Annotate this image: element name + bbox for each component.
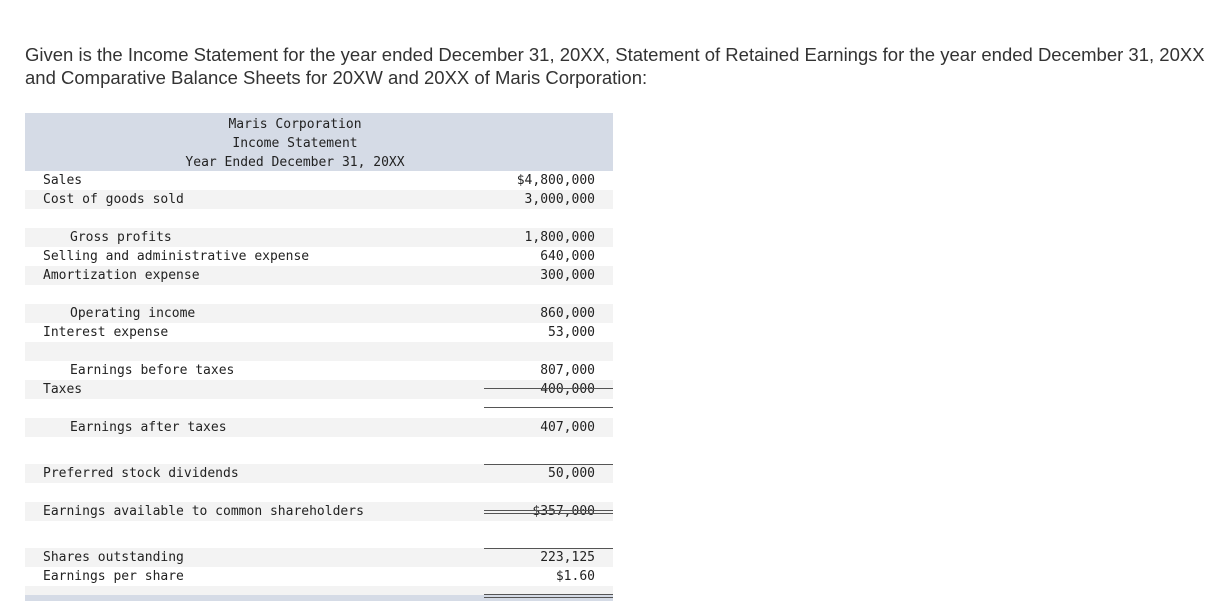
subtotal-rule xyxy=(484,464,613,465)
company-name: Maris Corporation xyxy=(228,117,362,132)
row-amount: 50,000 xyxy=(548,466,595,481)
row-sales xyxy=(25,171,613,190)
subtotal-rule xyxy=(484,388,613,389)
row-label: Shares outstanding xyxy=(43,550,184,565)
row-amount: $4,800,000 xyxy=(516,173,595,188)
row-earnings-common xyxy=(25,502,613,521)
statement-title: Income Statement xyxy=(232,136,358,151)
double-rule-bottom xyxy=(484,513,613,514)
double-rule-top xyxy=(484,594,613,595)
row-amount: 640,000 xyxy=(540,249,595,264)
row-eps xyxy=(25,567,613,586)
row-amount: $1.60 xyxy=(555,569,595,584)
row-label: Amortization expense xyxy=(43,268,200,283)
statement-period: Year Ended December 31, 20XX xyxy=(185,155,405,170)
row-spacer xyxy=(25,399,613,418)
row-amount: 3,000,000 xyxy=(524,192,595,207)
row-label: Earnings after taxes xyxy=(70,420,227,435)
double-rule-bottom xyxy=(484,597,613,598)
row-label: Taxes xyxy=(43,382,83,397)
row-operating-income xyxy=(25,304,613,323)
row-amount: 860,000 xyxy=(540,306,595,321)
row-amount: 1,800,000 xyxy=(524,230,595,245)
row-amount: 400,000 xyxy=(540,382,595,397)
double-rule-top xyxy=(484,510,613,511)
row-spacer xyxy=(25,521,613,548)
statement-header xyxy=(25,113,613,171)
row-spacer xyxy=(25,342,613,361)
row-label: Operating income xyxy=(70,306,196,321)
row-amount: 223,125 xyxy=(540,550,595,565)
row-label: Earnings per share xyxy=(43,569,184,584)
row-preferred-dividends xyxy=(25,464,613,483)
row-gross-profits xyxy=(25,228,613,247)
subtotal-rule xyxy=(484,548,613,549)
row-eat xyxy=(25,418,613,437)
row-label: Interest expense xyxy=(43,325,169,340)
row-shares-outstanding xyxy=(25,548,613,567)
row-spacer xyxy=(25,209,613,228)
row-spacer xyxy=(25,285,613,304)
row-amount: $357,000 xyxy=(532,504,595,519)
row-amount: 407,000 xyxy=(540,420,595,435)
row-label: Selling and administrative expense xyxy=(43,249,310,264)
row-spacer xyxy=(25,437,613,464)
row-amortization xyxy=(25,266,613,285)
subtotal-rule xyxy=(484,407,613,408)
row-selling-admin xyxy=(25,247,613,266)
row-amount: 53,000 xyxy=(548,325,595,340)
row-interest xyxy=(25,323,613,342)
intro-text: Given is the Income Statement for the year ended December 31, 20XX, Statement of Retained Earnings for the year ended December 31, 20XX and Comparative Balance Sheets for 20XW and 20XX of Maris Corporation: xyxy=(25,44,1205,88)
row-amount: 807,000 xyxy=(540,363,595,378)
row-spacer xyxy=(25,483,613,502)
row-ebt xyxy=(25,361,613,380)
row-label: Preferred stock dividends xyxy=(43,466,239,481)
table-bottom-bar xyxy=(25,595,613,601)
income-statement-table xyxy=(25,113,613,601)
row-label: Cost of goods sold xyxy=(43,192,184,207)
row-amount: 300,000 xyxy=(540,268,595,283)
row-label: Sales xyxy=(43,173,83,188)
row-label: Earnings available to common shareholders xyxy=(43,504,364,519)
row-cogs xyxy=(25,190,613,209)
row-taxes xyxy=(25,380,613,399)
row-label: Gross profits xyxy=(70,230,172,245)
row-label: Earnings before taxes xyxy=(70,363,235,378)
